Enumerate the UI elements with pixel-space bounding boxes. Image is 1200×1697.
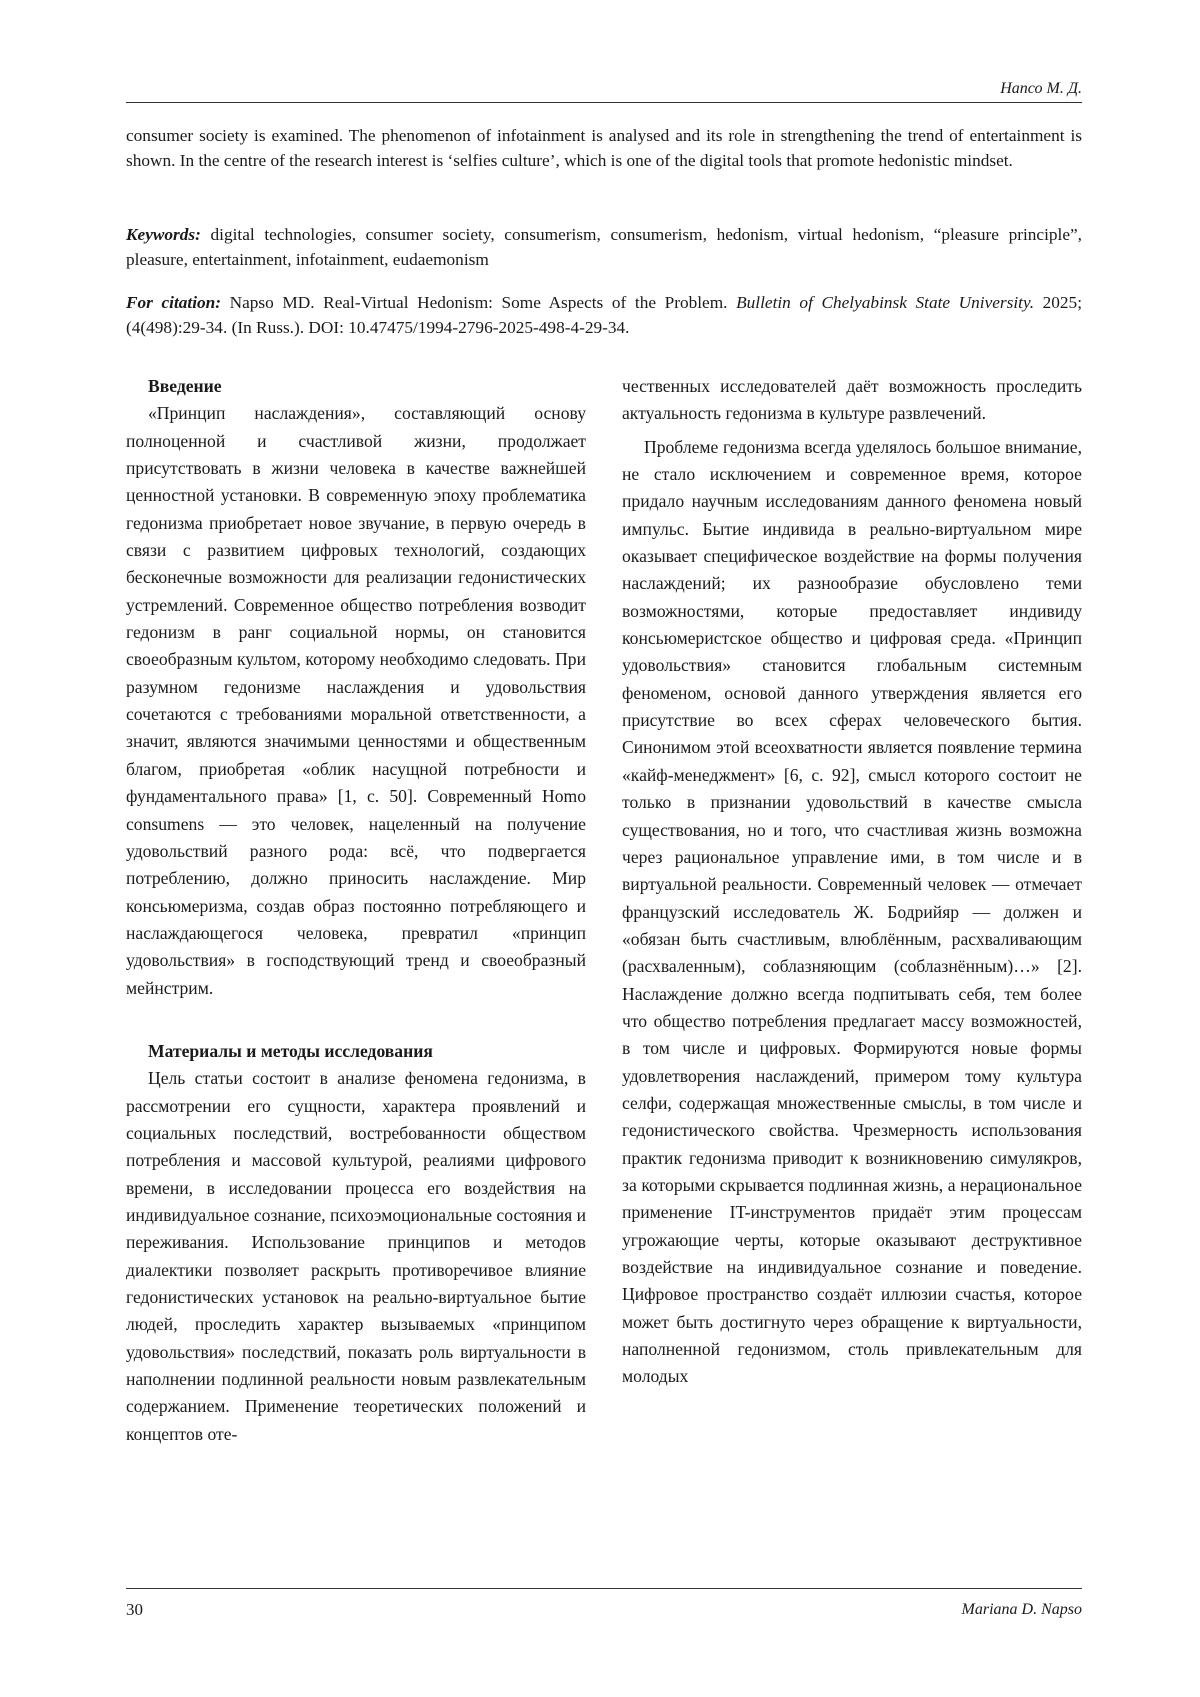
footer-rule (126, 1588, 1082, 1589)
citation-label: For citation: (126, 293, 222, 312)
citation-authors-title: Napso MD. Real-Virtual Hedonism: Some Aspects of the Problem. (221, 293, 737, 312)
page-number: 30 (126, 1600, 143, 1619)
keywords-text: digital technologies, consumer society, consumerism, consumerism, hedonism, virtual hedonism, “pleasure principle”, pleasure, entertainment, infotainment, eudaemonism (126, 225, 1082, 269)
section-heading-introduction: Введение (148, 376, 222, 396)
citation-journal: Bulletin of Chelyabinsk State University. (736, 293, 1035, 312)
footer-author: Mariana D. Napso (961, 1601, 1082, 1618)
running-head: Напсо М. Д. (1000, 80, 1082, 97)
left-column (126, 373, 586, 1448)
abstract-text: consumer society is examined. The phenomenon of infotainment is analysed and its role in strengthening the trend of entertainment is shown. In the centre of the research interest is ‘selfies culture’, which is one of the digital tools that promote hedonistic mindset. (126, 126, 1082, 170)
citation (126, 290, 1082, 340)
paragraph-continuation: чественных исследователей даёт возможность проследить актуальность гедонизма в культуре развлечений. (622, 376, 1082, 424)
keywords-label: Keywords: (126, 225, 201, 244)
keywords (126, 222, 1082, 272)
paragraph-methods: Цель статьи состоит в анализе феномена гедонизма, в рассмотрении его сущности, характера проявлений и социальных последствий, востребованности обществом потребления и массовой культурой, реалиями цифрового времени, в исследовании процесса его воздействия на индивидуальное сознание, психоэмоциональные состояния и переживания. Использование принципов и методов диалектики позволяет раскрыть противоречивое влияние гедонистических установок на реально-виртуальное бытие людей, проследить характер вызываемых «принципом удовольствия» последствий, показать роль виртуальности в наполнении подлинной реальности новым развлекательным содержанием. Применение теоретических положений и концептов оте- (126, 1068, 587, 1444)
right-column (622, 373, 1082, 1391)
paragraph-hedonism: Проблеме гедонизма всегда уделялось большое внимание, не стало исключением и современное время, которое придало научным исследованиям данного феномена новый импульс. Бытие индивида в реально-виртуальном мире оказывает специфическое воздействие на формы получения наслаждений; их разнообразие обусловлено теми возможностями, которые предоставляет индивиду консьюмеристское общество и цифровая среда. «Принцип удовольствия» становится глобальным системным феноменом, основой данного утверждения является его присутствие во всех сферах человеческого бытия. Синонимом этой всеохватности является появление термина «кайф-менеджмент» [6, с. 92], смысл которого состоит не только в признании удовольствий в качестве смысла существования, но и того, что счастливая жизнь возможна через рациональное управление ими, в том числе и в виртуальной реальности. Современный человек — отмечает французский исследователь Ж. Бодрийяр — должен и «обязан быть счастливым, влюблённым, расхваливающим (расхваленным), соблазняющим (соблазнённым)…» [2]. Наслаждение должно всегда подпитывать себя, тем более что общество потребления предлагает массу возможностей, в том числе и цифровых. Формируются новые формы удовлетворения наслаждений, примером тому культура селфи, содержащая множественные смыслы, в том числе и гедонистического свойства. Чрезмерность использования практик гедонизма приводит к возникновению симулякров, за которыми скрывается подлинная жизнь, а нерациональное применение IT-инструментов придаёт этим процессам угрожающие черты, которые оказывают деструктивное воздействие на индивидуальное сознание и поведение. Цифровое пространство создаёт иллюзии счастья, которое может быть достигнуто через обращение к виртуальности, наполненной гедонизмом, столь привлекательным для молодых (622, 436, 1082, 1387)
paragraph-introduction: «Принцип наслаждения», составляющий основу полноценной и счастливой жизни, продолжает присутствовать в жизни человека в качестве важнейшей ценностной установки. В современную эпоху проблематика гедонизма приобретает новое звучание, в первую очередь в связи с развитием цифровых технологий, создающих бесконечные возможности для реализации гедонистических устремлений. Современное общество потребления возводит гедонизм в ранг социальной нормы, он становится своеобразным культом, которому необходимо следовать. При разумном гедонизме наслаждения и удовольствия сочетаются с требованиями моральной ответственности, а значит, являются значимыми ценностями и общественным благом, приобретая «облик насущной потребности и фундаментального права» [1, с. 50]. Современный Homo consumens — это человек, нацеленный на получение удовольствий разного рода: всё, что подвергается потреблению, должно приносить наслаждение. Мир консьюмеризма, создав образ постоянно потребляющего и наслаждающегося человека, превратил «принцип удовольствия» в господствующий тренд и своеобразный мейнстрим. (126, 403, 586, 998)
section-heading-methods: Материалы и методы исследования (148, 1040, 433, 1061)
citation-details: 2025;(4(498):29-34. (In Russ.). DOI: 10.47475/1994-2796-2025-498-4-29-34. (126, 293, 1083, 337)
header-rule (126, 102, 1082, 103)
